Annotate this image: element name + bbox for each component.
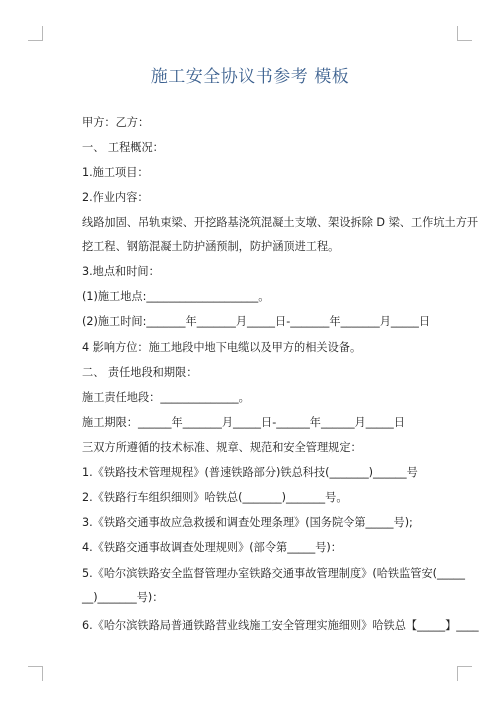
crop-mark-bottom-left [28, 666, 43, 681]
construction-site-line: (1)施工地点:____________________。 [82, 290, 270, 303]
regulation-3: 3.《铁路交通事故应急救援和调查处理条理》(国务院令第_____号); [82, 516, 413, 529]
influence-scope-line: 4 影响方位：施工地段中地下电缆以及甲方的相关设备。 [82, 341, 362, 354]
work-content-text-2: 挖工程、钢筋混凝土防护涵预制，防护涵顶进工程。 [82, 240, 340, 253]
responsibility-section-line: 施工责任地段：______________。 [82, 391, 250, 404]
regulation-6: 6.《哈尔滨铁路局普通铁路营业线施工安全管理实施细则》哈铁总【_____】____ [82, 619, 479, 632]
work-content-text-1: 线路加固、吊轨束梁、开挖路基浇筑混凝土支墩、架设拆除 D 梁、工作坑土方开 [82, 216, 479, 229]
regulation-5-part-1: 5.《哈尔滨铁路安全监督管理办室铁路交通事故管理制度》(哈铁监管安(_____ [82, 567, 465, 580]
document-title: 施工安全协议书参考 模板 [150, 67, 350, 87]
section-3-heading: 三双方所遵循的技术标准、规章、规范和安全管理规定： [82, 441, 362, 454]
party-line: 甲方：乙方： [82, 116, 150, 129]
regulation-2: 2.《铁路行车组织细则》哈铁总(_______)_______号。 [82, 491, 348, 504]
section-1-heading: 一、 工程概况： [82, 141, 164, 154]
construction-time-line: (2)施工时间:_______年_______月_____日-_______年_______月_____日 [82, 315, 431, 328]
crop-mark-top-right [457, 26, 472, 41]
section-2-heading: 二、 责任地段和期限： [82, 366, 198, 379]
regulation-1: 1.《铁路技术管理规程》(普速铁路部分)铁总科技(_______)______号 [82, 466, 418, 479]
crop-mark-top-left [28, 26, 43, 41]
crop-mark-bottom-right [457, 666, 472, 681]
construction-period-line: 施工期限：______年_______月_____日-______年______月_____日 [82, 416, 405, 429]
project-line: 1.施工项目： [82, 166, 149, 179]
location-time-heading: 3.地点和时间： [82, 265, 160, 278]
work-content-line: 2.作业内容： [82, 191, 149, 204]
regulation-5-part-2: __)_______号)： [82, 591, 164, 604]
regulation-4: 4.《铁路交通事故调查处理规则》(部令第_____号)： [82, 541, 342, 554]
